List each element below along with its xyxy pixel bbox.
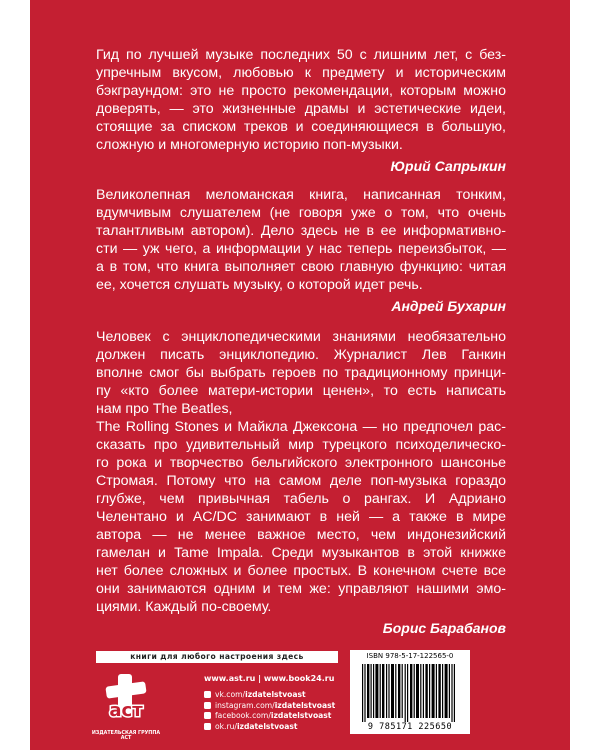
quote-line: Челентано и AC/DC занимают в ней — а также в мире [96,509,506,525]
quote-line: Стромая. Потому что на самом деле поп-музыка гораздо [96,473,506,489]
instagram-icon [204,702,211,709]
quote-author: Андрей Бухарин [391,298,506,314]
social-link-instagram[interactable] [204,701,335,712]
social-handle: izdatelstvoast [245,690,306,699]
quote-author: Борис Барабанов [382,620,506,636]
isbn-text: ISBN 978-5-17-122565-0 [366,652,454,660]
ast-logo-icon [98,672,154,730]
quote-line: нет более сложных и более простых. В конечном счете все [96,563,506,579]
ok-icon [204,723,211,730]
social-prefix: facebook.com/ [215,711,271,721]
logo-text: аст [109,700,143,721]
social-links [204,690,335,732]
quote-line: упречным вкусом, любовью к предмету и историческим [96,65,506,81]
quote-line: циями. Каждый по-своему. [96,599,272,615]
social-link-ok[interactable] [204,722,335,733]
barcode-bars-icon [360,664,460,722]
barcode [350,650,470,734]
quote-line: сложную и многомерную историю поп-музыки. [96,137,403,153]
barcode-number: 9 785171 225650 [367,722,453,732]
quote-line: талантливым автором). Дело здесь не в ее информативно- [96,223,506,239]
quote-line: должен писать энциклопедию. Журналист Лев Ганкин [96,347,506,363]
social-link-facebook[interactable] [204,711,335,722]
quote-line: сти — уж чего, а информации у нас теперь переизбыток, — [96,241,506,257]
social-prefix: ok.ru/ [215,721,237,731]
quote-line: автора — не менее важное место, чем индонезийский [96,527,506,543]
quote-line: глубже, чем привычная табель о рангах. И Адриано [96,491,506,507]
quote-line: ее, хочется слушать музыку, о которой идет речь. [96,277,423,293]
quote-line: пу «кто более матери-истории ценен», то есть написать [96,383,506,399]
quote-line: стоящие за списком треков и соединяющиеся в большую, [96,119,506,135]
quote-bukharin [96,186,506,315]
quote-line: го рока и творчество бельгийского электронного шансонье [96,455,506,471]
quote-line: вполне смог бы выбрать героев по традиционному принци- [96,365,506,381]
quote-line: Человек с энциклопедическими знаниями необязательно [96,329,506,345]
quote-line: сказать про удивительный мир турецкого психоделическо- [96,437,506,453]
quote-line: The Rolling Stones и Майкла Джексона — но предпочел рас- [96,419,506,435]
book-back-cover [30,0,570,750]
social-prefix: instagram.com/ [215,700,275,710]
quote-line: Гид по лучшей музыке последних 50 с лишним лет, с без- [96,47,506,63]
social-prefix: vk.com/ [215,690,246,699]
publisher-tagline: книги для любого настроения здесь [96,651,338,663]
social-handle: izdatelstvoast [274,700,336,710]
quote-line: вдумчивым слушателем (не говоря уже о том, что очень [96,205,506,221]
publisher-websites[interactable]: www.ast.ru | www.book24.ru [204,674,335,683]
quote-line: гамелан и Tame Impala. Среди музыкантов в этой книжке [96,545,506,561]
quote-saprykin [96,46,506,175]
facebook-icon [204,712,211,719]
social-handle: izdatelstvoast [270,711,332,721]
quote-line: бэкграундом: это не просто рекомендации, которым можно [96,83,506,99]
quote-line: Великолепная меломанская книга, написанная тонким, [96,187,506,203]
quote-line: доверять, — это жизненные драмы и эстетические идеи, [96,101,506,117]
social-link-vk[interactable] [204,690,335,701]
social-handle: izdatelstvoast [236,721,298,731]
quote-line: они занимаются одним и тем же: управляют нашими эмо- [96,581,506,597]
quote-barabanov [96,328,506,637]
quote-line: а в том, что книга выполняет свою главную функцию: читая [96,259,506,275]
publisher-imprint: ИЗДАТЕЛЬСКАЯ ГРУППА АСТ [91,731,161,741]
quote-author: Юрий Сапрыкин [390,158,506,174]
quote-line: нам про The Beatles, [96,401,233,417]
vk-icon [204,691,211,698]
